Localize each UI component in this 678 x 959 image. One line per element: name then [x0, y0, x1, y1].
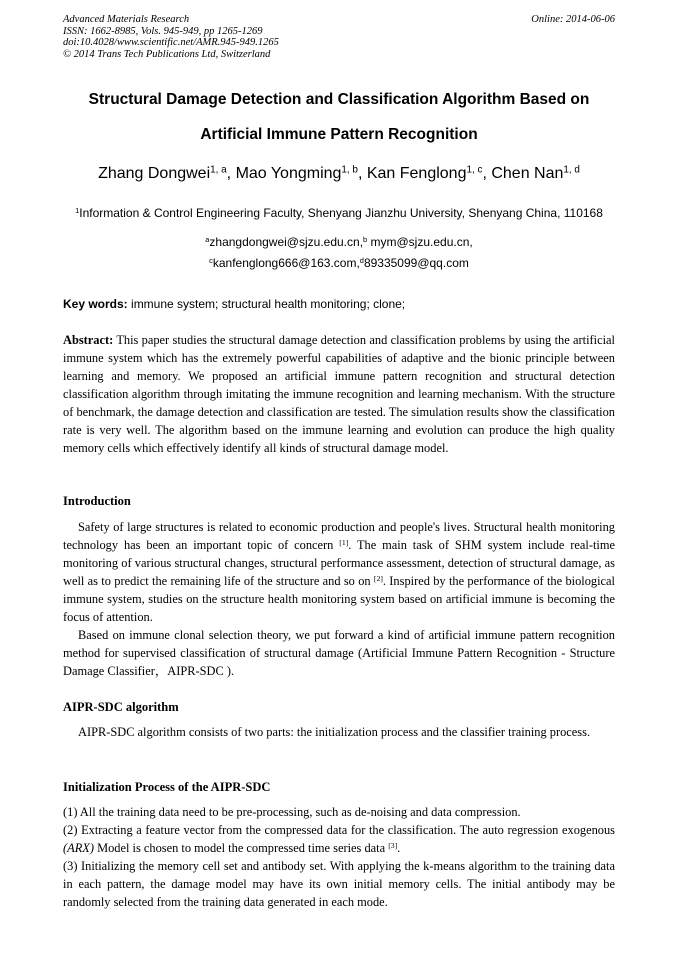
intro-paragraph-1: [63, 518, 615, 626]
author-list: [20, 165, 658, 183]
init-item-3: (3) Initializing the memory cell set and antibody set. With applying the k-means algorithm to the training data in each pattern, the damage model may have its own initial memory cells. The initial antibody may be randomly selected from the training data generated in each mode.: [63, 859, 615, 909]
email-line-2: [20, 256, 658, 270]
abstract-text: This paper studies the structural damage detection and classification problems by using the artificial immune system which has the extremely powerful capabilities of adaptive and the bionic principle between learning and memory. We proposed an artificial immune pattern recognition and structural detection classification algorithm through imitating the immune recognition and learning mechanism. With the structure of benchmark, the damage detection and classification are tested. The simulation results show the classification rate is very well. The algorithm based on the immune learning and evolution can produce the high quality memory cells which effectively identify all kinds of structural damage model.: [63, 333, 615, 455]
email-address: zhangdongwei@sjzu.edu.cn,: [209, 235, 364, 249]
paper-title-line-2: Artificial Immune Pattern Recognition: [200, 126, 478, 143]
init-text: .: [397, 841, 401, 855]
author-superscript: 1, a: [210, 164, 227, 176]
affiliation-superscript: 1: [75, 205, 80, 215]
online-date: Online: 2014-06-06: [531, 14, 615, 25]
init-text: (2) Extracting a feature vector from the compressed data for the classification. The auto regression exogenous: [63, 823, 615, 837]
email-superscript: a: [205, 234, 210, 244]
email-superscript: b: [363, 234, 368, 244]
section-heading-aipr-sdc: AIPR-SDC algorithm: [63, 700, 179, 714]
intro-text: . Inspired by the performance of the biological immune system, studies on the structure health monitoring system based on artificial immune is becoming the focus of attention.: [63, 574, 615, 624]
keywords-label: Key words:: [63, 297, 128, 311]
author-superscript: 1, d: [563, 164, 580, 176]
doi-line: doi:10.4028/www.scientific.net/AMR.945-949.1265: [63, 37, 279, 48]
email-address: 89335099@qq.com: [363, 256, 469, 270]
email-superscript: d: [359, 255, 364, 265]
citation-3: [3]: [388, 840, 398, 850]
arx-term: (ARX): [63, 841, 94, 855]
init-text: Model is chosen to model the compressed time series data: [93, 841, 389, 855]
citation-1: [1]: [339, 537, 349, 547]
author-separator: ,: [482, 165, 492, 182]
abstract-label: Abstract:: [63, 333, 114, 347]
intro-text: . The main task of SHM system include real-time monitoring of various structural changes, structural performance assessment, detection of structural damage, as well as to predict the remaining life of the structure and so on: [63, 538, 615, 588]
section-heading-initialization: Initialization Process of the AIPR-SDC: [63, 780, 271, 794]
email-line-1: [20, 235, 658, 249]
aipr-paragraph: AIPR-SDC algorithm consists of two parts: the initialization process and the classifier training process.: [78, 725, 591, 739]
citation-2: [2]: [373, 573, 383, 583]
author-name: Zhang Dongwei: [98, 165, 211, 182]
intro-text: Safety of large structures is related to economic production and people's lives. Structural health monitoring technology has been an important topic of concern: [63, 520, 615, 552]
email-superscript: c: [209, 255, 213, 265]
author-name: Kan Fenglong: [366, 165, 467, 182]
author-superscript: 1, c: [466, 164, 483, 176]
author-name: Chen Nan: [491, 165, 564, 182]
journal-header: [63, 14, 615, 60]
intro-paragraph-2: Based on immune clonal selection theory, we put forward a kind of artificial immune pattern recognition method for supervised classification of structural damage (Artificial Immune Pattern Recognition - Structure Damage Classifier，AIPR-SDC ).: [63, 628, 615, 678]
abstract: [63, 331, 615, 457]
author-superscript: 1, b: [341, 164, 358, 176]
paper-title-line-1: Structural Damage Detection and Classification Algorithm Based on: [88, 91, 590, 108]
init-item-1: (1) All the training data need to be pre-processing, such as de-noising and data compression.: [63, 805, 521, 819]
author-separator: ,: [357, 165, 367, 182]
section-heading-introduction: Introduction: [63, 494, 131, 508]
issn-line: ISSN: 1662-8985, Vols. 945-949, pp 1265-1269: [63, 25, 263, 37]
email-address: mym@sjzu.edu.cn,: [367, 235, 473, 249]
keywords: [63, 297, 615, 311]
init-item-2: [63, 821, 615, 857]
copyright-line: © 2014 Trans Tech Publications Ltd, Switzerland: [63, 48, 271, 60]
author-name: Mao Yongming: [235, 165, 342, 182]
journal-name: Advanced Materials Research: [63, 14, 190, 25]
keywords-text: immune system; structural health monitoring; clone;: [127, 297, 406, 311]
author-separator: ,: [226, 165, 236, 182]
affiliation-text: Information & Control Engineering Faculty, Shenyang Jianzhu University, Shenyang China, 110168: [79, 206, 603, 220]
affiliation: [20, 206, 658, 220]
email-address: kanfenglong666@163.com,: [212, 256, 360, 270]
